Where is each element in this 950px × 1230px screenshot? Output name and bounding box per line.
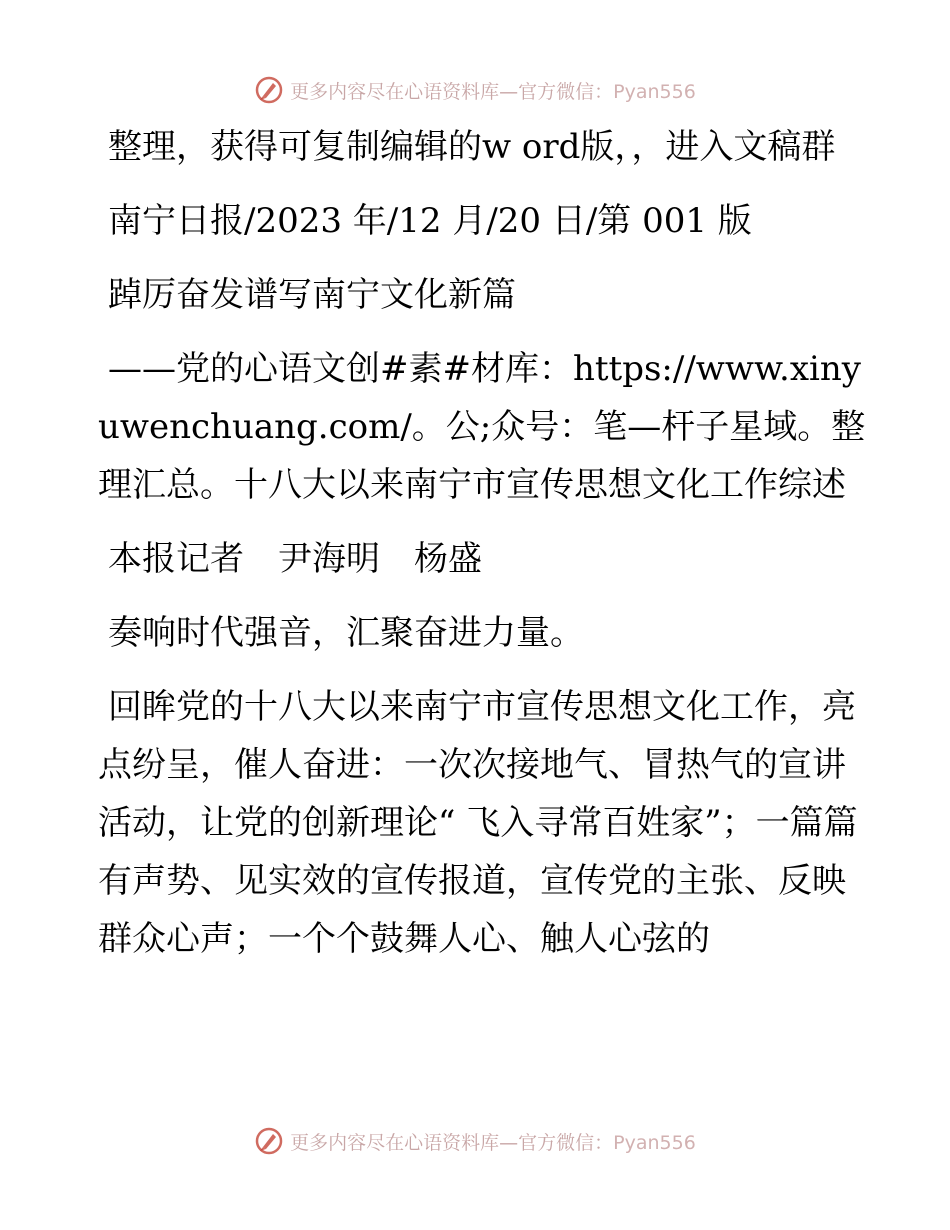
document-body — [98, 118, 868, 984]
watermark-text — [290, 1128, 696, 1155]
watermark-main-text: 更多内容尽在心语资料库—官方微信： — [290, 80, 614, 103]
paragraph-body: 回眸党的十八大以来南宁市宣传思想文化工作，亮点纷呈，催人奋进：一次次接地气、冒热气的宣讲活动，让党的创新理论“ 飞入寻常百姓家”；一篇篇有声势、见实效的宣传报道，宣传党的主张、反映群众心声；一个个鼓舞人心、触人心弦的 — [98, 687, 858, 959]
article-byline: 本报记者 尹海明 杨盛 — [108, 539, 482, 579]
pen-logo-icon — [254, 1126, 284, 1156]
article-subtitle: ——党的心语文创#素#材库：https://www.xinyuwenchuang.com/。公;众号：笔—杆子星域。整理汇总。十八大以来南宁市宣传思想文化工作综述 — [98, 349, 866, 505]
footer-watermark — [0, 1121, 950, 1161]
watermark-wechat-id: Pyan556 — [613, 1131, 696, 1154]
watermark-wechat-id: Pyan556 — [613, 80, 696, 103]
watermark-main-text: 更多内容尽在心语资料库—官方微信： — [290, 1131, 614, 1154]
paragraph-note: 整理，获得可复制编辑的w ord版，，进入文稿群 — [108, 127, 836, 167]
paragraph-source: 南宁日报/2023 年/12 月/20 日/第 001 版 — [108, 201, 752, 241]
pen-logo-icon — [254, 75, 284, 105]
article-title: 踔厉奋发谱写南宁文化新篇 — [108, 275, 516, 315]
header-watermark — [0, 70, 950, 110]
paragraph-lead: 奏响时代强音，汇聚奋进力量。 — [108, 613, 584, 653]
watermark-text — [290, 77, 696, 104]
